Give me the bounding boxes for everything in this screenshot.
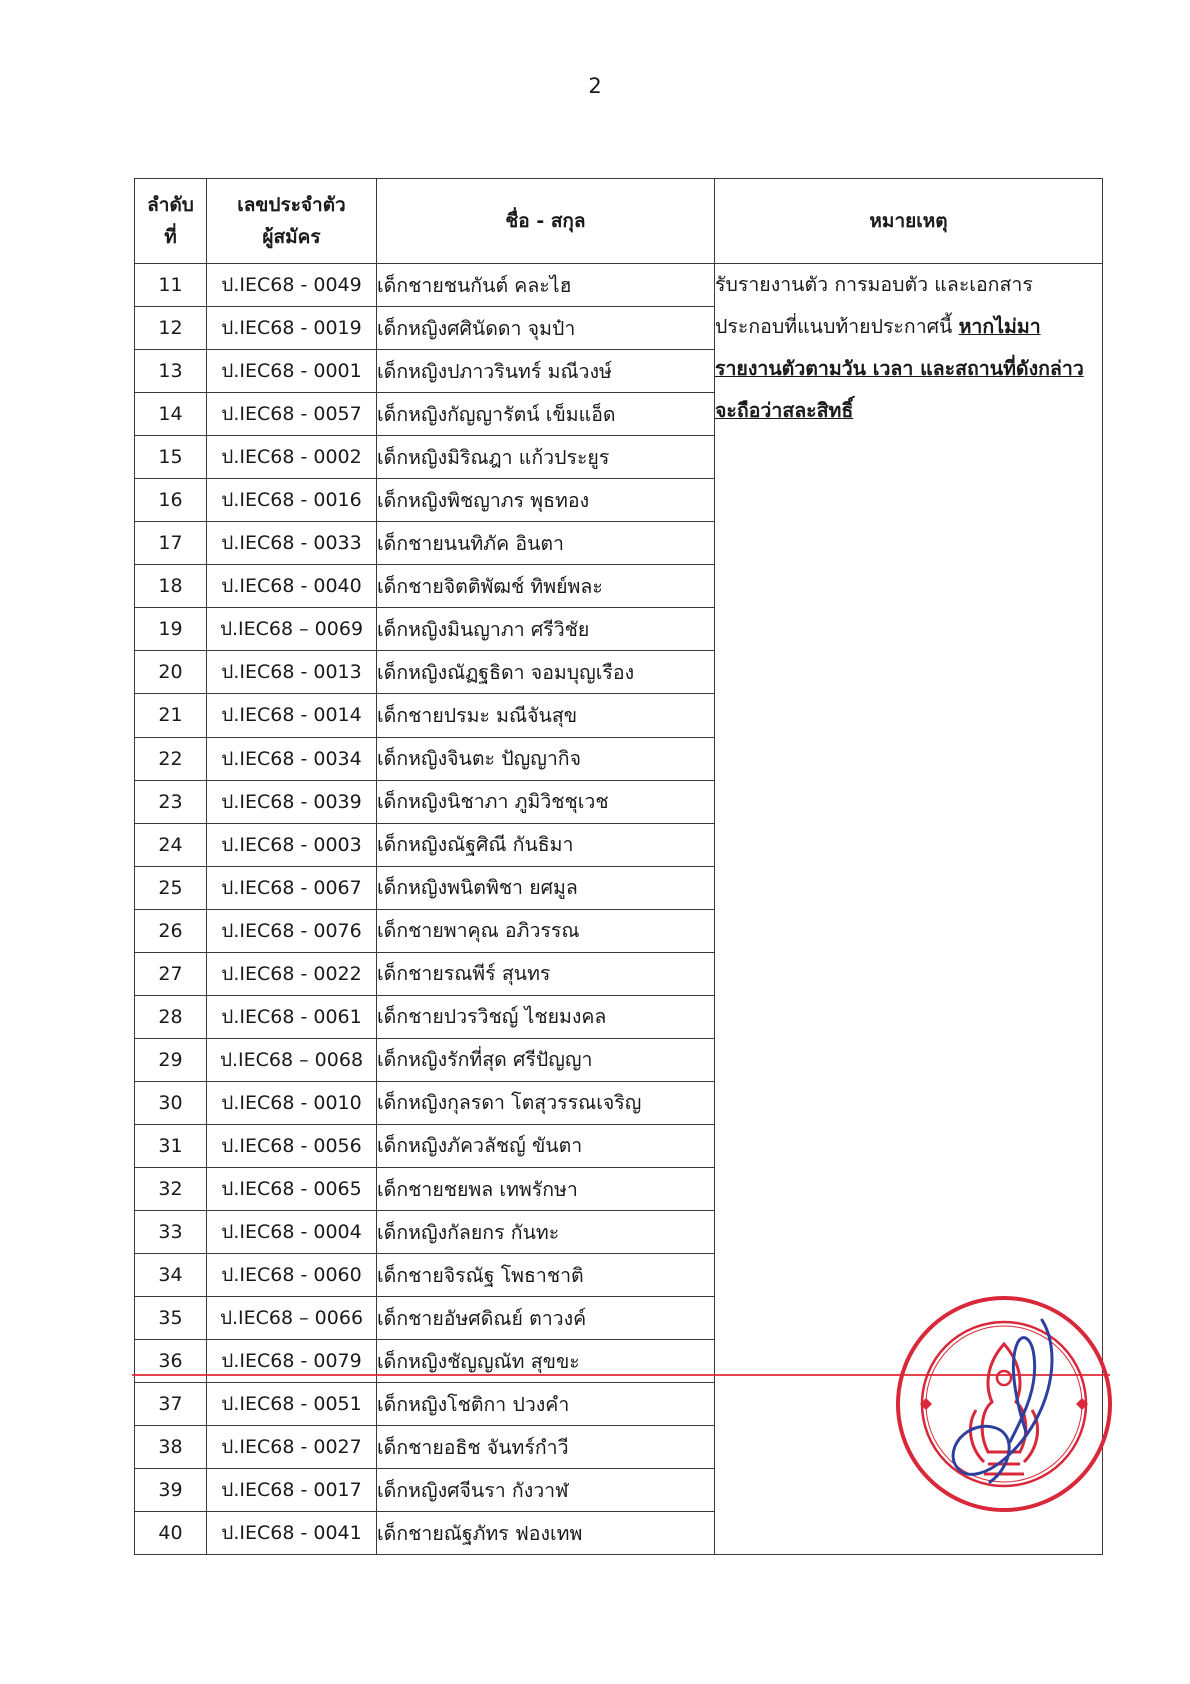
applicant-name-cell: เด็กชายนนทิภัค อินตา [377,522,715,565]
row-number-cell: 20 [135,651,207,694]
applicant-name-cell: เด็กหญิงมิริณฎา แก้วประยูร [377,436,715,479]
applicant-code-cell: ป.IEC68 - 0057 [207,393,377,436]
row-number-cell: 24 [135,823,207,866]
applicant-name-cell: เด็กหญิงปภาวรินทร์ มณีวงษ์ [377,350,715,393]
row-number-cell: 18 [135,565,207,608]
row-number-cell: 34 [135,1254,207,1297]
remark-text: รับรายงานตัว การมอบตัว และเอกสารประกอบที่แนบท้ายประกาศนี้ [715,273,1033,338]
row-number-cell: 25 [135,866,207,909]
applicant-name-cell: เด็กหญิงมินญาภา ศรีวิชัย [377,608,715,651]
applicant-name-cell: เด็กชายณัฐภัทร ฟองเทพ [377,1512,715,1555]
row-number-cell: 16 [135,479,207,522]
applicant-code-cell: ป.IEC68 - 0034 [207,737,377,780]
table-row [135,264,1103,307]
applicant-name-cell: เด็กชายปรมะ มณีจันสุข [377,694,715,737]
applicant-code-cell: ป.IEC68 - 0004 [207,1211,377,1254]
row-number-cell: 31 [135,1124,207,1167]
applicant-code-cell: ป.IEC68 - 0003 [207,823,377,866]
applicant-name-cell: เด็กหญิงชัญญณัท สุขขะ [377,1340,715,1383]
applicant-code-cell: ป.IEC68 – 0068 [207,1038,377,1081]
applicant-name-cell: เด็กหญิงพนิตพิชา ยศมูล [377,866,715,909]
applicant-code-cell: ป.IEC68 - 0061 [207,995,377,1038]
row-number-cell: 27 [135,952,207,995]
applicant-code-cell: ป.IEC68 - 0065 [207,1167,377,1210]
applicant-name-cell: เด็กหญิงภัควลัชญ์ ขันตา [377,1124,715,1167]
row-number-cell: 36 [135,1340,207,1383]
row-number-cell: 26 [135,909,207,952]
row-number-cell: 23 [135,780,207,823]
row-number-cell: 21 [135,694,207,737]
applicant-name-cell: เด็กหญิงนิชาภา ภูมิวิชชุเวช [377,780,715,823]
row-number-cell: 11 [135,264,207,307]
applicant-code-cell: ป.IEC68 - 0010 [207,1081,377,1124]
applicant-code-cell: ป.IEC68 - 0076 [207,909,377,952]
applicant-code-cell: ป.IEC68 - 0001 [207,350,377,393]
applicant-code-cell: ป.IEC68 - 0017 [207,1469,377,1512]
applicant-name-cell: เด็กหญิงโชติกา ปวงคำ [377,1383,715,1426]
applicant-code-cell: ป.IEC68 - 0041 [207,1512,377,1555]
row-number-cell: 40 [135,1512,207,1555]
applicant-name-cell: เด็กหญิงกุลรดา โตสุวรรณเจริญ [377,1081,715,1124]
applicant-name-cell: เด็กชายรณพีร์ สุนทร [377,952,715,995]
applicant-code-cell: ป.IEC68 – 0069 [207,608,377,651]
applicant-name-cell: เด็กหญิงกัลยกร กันทะ [377,1211,715,1254]
row-number-cell: 32 [135,1167,207,1210]
applicant-code-cell: ป.IEC68 - 0040 [207,565,377,608]
row-number-cell: 30 [135,1081,207,1124]
applicant-name-cell: เด็กหญิงศจีนรา กังวาฬ [377,1469,715,1512]
applicant-code-cell: ป.IEC68 - 0019 [207,307,377,350]
applicant-code-cell: ป.IEC68 - 0051 [207,1383,377,1426]
applicant-name-cell: เด็กหญิงศศินัดดา จุมป๋า [377,307,715,350]
applicant-name-cell: เด็กชายชยพล เทพรักษา [377,1167,715,1210]
applicant-name-cell: เด็กชายพาคุณ อภิวรรณ [377,909,715,952]
applicant-name-cell: เด็กหญิงพิชญาภร พุธทอง [377,479,715,522]
header-remark: หมายเหตุ [715,179,1103,264]
row-number-cell: 14 [135,393,207,436]
applicant-name-cell: เด็กชายอัษศดิณย์ ตาวงค์ [377,1297,715,1340]
applicant-name-cell: เด็กชายจิรณัฐ โพธาชาติ [377,1254,715,1297]
applicant-name-cell: เด็กหญิงณัฏฐธิดา จอมบุญเรือง [377,651,715,694]
applicant-code-cell: ป.IEC68 - 0067 [207,866,377,909]
page-number: 2 [588,74,602,98]
applicant-code-cell: ป.IEC68 - 0016 [207,479,377,522]
row-number-cell: 19 [135,608,207,651]
applicant-code-cell: ป.IEC68 - 0014 [207,694,377,737]
row-number-cell: 29 [135,1038,207,1081]
header-code: เลขประจำตัว ผู้สมัคร [207,179,377,264]
applicant-name-cell: เด็กชายชนกันต์ คละไฮ [377,264,715,307]
applicant-code-cell: ป.IEC68 - 0056 [207,1124,377,1167]
header-no: ลำดับ ที่ [135,179,207,264]
applicant-code-cell: ป.IEC68 - 0013 [207,651,377,694]
row-number-cell: 38 [135,1426,207,1469]
applicant-name-cell: เด็กหญิงกัญญารัตน์ เข็มแอ็ด [377,393,715,436]
row-number-cell: 39 [135,1469,207,1512]
row-number-cell: 33 [135,1211,207,1254]
applicant-code-cell: ป.IEC68 - 0060 [207,1254,377,1297]
row-number-cell: 12 [135,307,207,350]
header-name: ชื่อ - สกุล [377,179,715,264]
applicant-name-cell: เด็กหญิงรักที่สุด ศรีปัญญา [377,1038,715,1081]
applicant-code-cell: ป.IEC68 - 0027 [207,1426,377,1469]
applicant-name-cell: เด็กชายจิตติพัฒช์ ทิพย์พละ [377,565,715,608]
applicant-code-cell: ป.IEC68 - 0002 [207,436,377,479]
applicant-name-cell: เด็กหญิงจินตะ ปัญญากิจ [377,737,715,780]
applicant-code-cell: ป.IEC68 - 0022 [207,952,377,995]
applicant-name-cell: เด็กหญิงณัฐศิณี กันธิมา [377,823,715,866]
row-number-cell: 28 [135,995,207,1038]
applicant-name-cell: เด็กชายอธิช จันทร์กำวี [377,1426,715,1469]
applicant-code-cell: ป.IEC68 – 0066 [207,1297,377,1340]
official-seal-with-signature [892,1292,1116,1516]
applicant-code-cell: ป.IEC68 - 0039 [207,780,377,823]
row-number-cell: 15 [135,436,207,479]
table-header-row [135,179,1103,264]
row-number-cell: 35 [135,1297,207,1340]
row-number-cell: 17 [135,522,207,565]
applicant-code-cell: ป.IEC68 - 0079 [207,1340,377,1383]
remark-warning-text: หากไม่มารายงานตัวตามวัน เวลา และสถานที่ดังกล่าว จะถือว่าสละสิทธิ์ [715,315,1084,422]
row-number-cell: 37 [135,1383,207,1426]
applicant-code-cell: ป.IEC68 - 0049 [207,264,377,307]
applicant-code-cell: ป.IEC68 - 0033 [207,522,377,565]
applicant-name-cell: เด็กชายปวรวิชญ์ ไชยมงคล [377,995,715,1038]
row-number-cell: 13 [135,350,207,393]
row-number-cell: 22 [135,737,207,780]
